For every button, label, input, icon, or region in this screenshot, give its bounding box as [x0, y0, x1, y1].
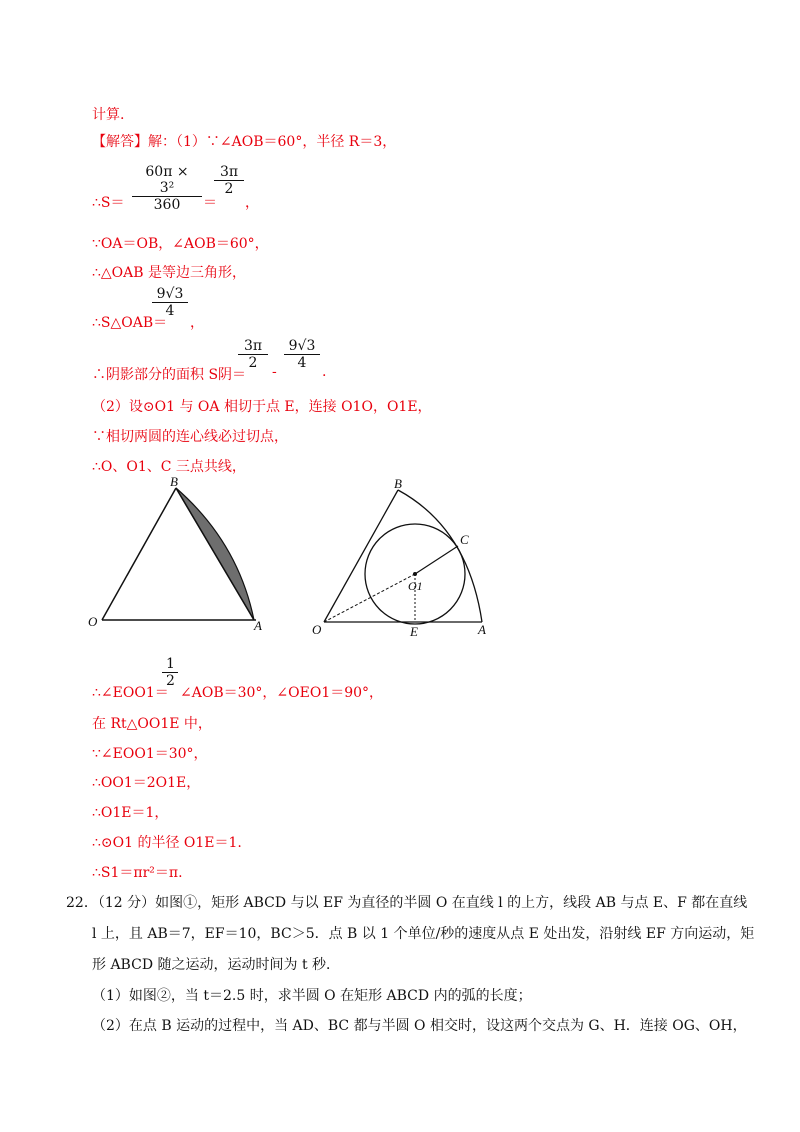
- fraction-denominator: 2: [166, 673, 175, 689]
- label-o1: O1: [408, 579, 423, 593]
- fraction-denominator: 360: [153, 197, 181, 213]
- fraction-numerator: 1: [166, 656, 175, 672]
- chord-ab: [176, 488, 254, 620]
- answer-line-8: ∵相切两圆的连心线必过切点，: [92, 429, 288, 445]
- answer-line-11: 在 Rt△OO1E 中，: [92, 716, 212, 732]
- sector-area-prefix: ∴S＝: [92, 195, 125, 211]
- answer-line-14: ∴O1E＝1，: [92, 805, 169, 821]
- label-e: E: [410, 624, 418, 639]
- fraction-9root3-4: [152, 286, 188, 319]
- question-line-1: 22．（12 分）如图①，矩形 ABCD 与以 EF 为直径的半圆 O 在直线 l 的上方，线段 AB 与点 E、F 都在直线: [66, 895, 748, 911]
- triangle-area-prefix: ∴S△OAB＝: [92, 315, 168, 331]
- fraction-9root3-4: [284, 338, 320, 371]
- fraction-3pi-2: [238, 338, 268, 371]
- figure-sector-triangle: [80, 472, 280, 632]
- label-b: B: [170, 474, 178, 489]
- label-a: A: [254, 618, 262, 632]
- figure-inscribed-circle: [310, 472, 510, 642]
- answer-line-4: ∴△OAB 是等边三角形，: [92, 265, 246, 281]
- fraction-denominator: 2: [248, 355, 258, 371]
- label-o: O: [88, 614, 98, 629]
- header-text: 计算.: [92, 107, 125, 123]
- fraction-numerator: 60π × 3²: [145, 164, 189, 196]
- answer-line-16: ∴S1＝πr²＝π.: [92, 865, 183, 881]
- comma: ，: [190, 315, 204, 331]
- arc-ab: [398, 490, 482, 622]
- question-part-1: （1）如图②，当 t＝2.5 时，求半圆 O 在矩形 ABCD 内的弧的长度；: [92, 988, 532, 1004]
- fraction-sector: [132, 164, 202, 213]
- answer-text: （1）∵∠AOB＝60°，半径 R＝3，: [176, 134, 397, 150]
- answer-line-3: ∵OA＝OB，∠AOB＝60°，: [92, 236, 269, 252]
- shaded-area-prefix: ∴阴影部分的面积 S阴＝: [92, 367, 247, 383]
- question-part-2: （2）在点 B 运动的过程中，当 AD、BC 都与半圆 O 相交时，设这两个交点为 G、H．连接 OG、OH，: [92, 1018, 747, 1034]
- fraction-denominator: 4: [297, 355, 307, 371]
- answer-line-13: ∴OO1＝2O1E，: [92, 775, 201, 791]
- fraction-numerator: 9√3: [288, 338, 316, 354]
- comma: ，: [245, 195, 259, 211]
- fraction-3pi-2: [214, 164, 244, 197]
- answer-line-15: ∴⊙O1 的半径 O1E＝1.: [92, 835, 242, 851]
- label-a: A: [478, 622, 486, 637]
- answer-line-7: （2）设⊙O1 与 OA 相切于点 E，连接 O1O，O1E，: [92, 399, 432, 415]
- question-line-2: l 上，且 AB＝7，EF＝10，BC＞5．点 B 以 1 个单位/秒的速度从点 E 处出发，沿射线 EF 方向运动，矩: [92, 926, 755, 942]
- answer-line-12: ∵∠EOO1＝30°，: [92, 746, 208, 762]
- fraction-numerator: 3π: [219, 164, 239, 180]
- answer-label: 【解答】解：: [92, 134, 176, 150]
- period: .: [322, 364, 327, 380]
- label-b: B: [394, 476, 402, 491]
- side-ob: [102, 488, 176, 620]
- fraction-denominator: 4: [165, 303, 175, 319]
- equals-sign: ＝: [203, 195, 217, 211]
- fraction-numerator: 9√3: [156, 286, 184, 302]
- angle-eoo1-prefix: ∴∠EOO1＝: [92, 685, 169, 701]
- minus-sign: -: [272, 364, 277, 380]
- fraction-1-2: [162, 656, 178, 689]
- angle-eoo1-suffix: ∠AOB＝30°，∠OEO1＝90°，: [180, 685, 384, 701]
- label-o: O: [312, 622, 322, 637]
- center-point: [413, 572, 417, 576]
- answer-line-1: [92, 131, 396, 151]
- label-c: C: [460, 532, 469, 547]
- fraction-denominator: 2: [224, 181, 234, 197]
- segment-o1c: [415, 546, 458, 574]
- question-line-3: 形 ABCD 随之运动，运动时间为 t 秒．: [92, 957, 341, 973]
- fraction-numerator: 3π: [243, 338, 263, 354]
- answer-line-9: ∴O、O1、C 三点共线，: [92, 459, 246, 475]
